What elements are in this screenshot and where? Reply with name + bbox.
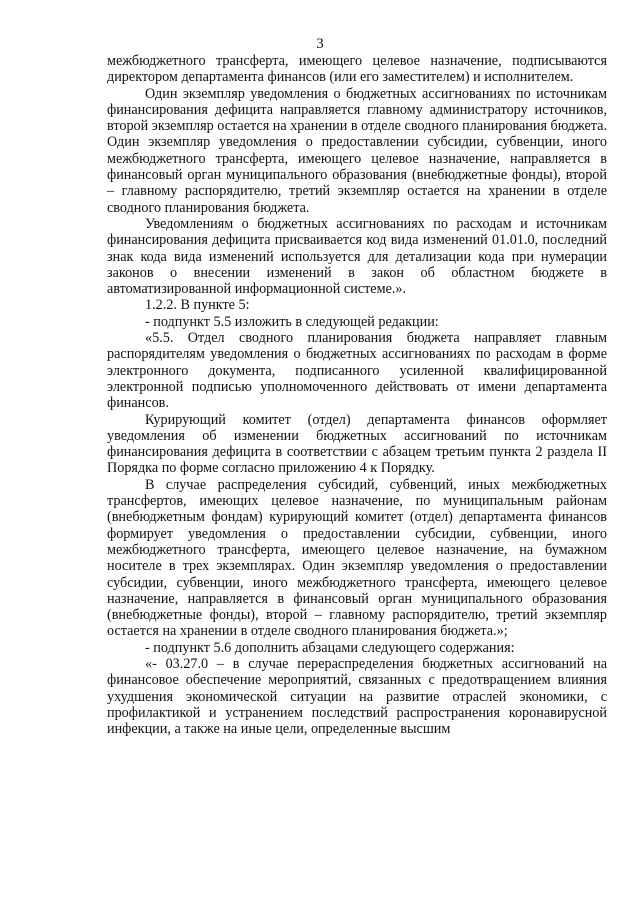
paragraph-9: - подпункт 5.6 дополнить абзацами следующего содержания: (145, 639, 515, 656)
paragraph-10: «- 03.27.0 – в случае перераспределения бюджетных ассигнований на финансовое обеспечение мероприятий, связанных с предотвращением влияния ухудшения экономической ситуации на развитие отраслей экономики, с профилактикой и устранением последствий распространения коронавирусной инфекции, а также на иные цели, определенные высшим (107, 655, 607, 738)
page-number: 3 (316, 36, 324, 52)
paragraph-7: Курирующий комитет (отдел) департамента финансов оформляет уведомления об изменении бюджетных ассигнований по источникам финансирования дефицита в соответствии с абзацем третьим пункта 2 раздела II Порядка по форме согласно приложению 4 к Порядку. (107, 411, 607, 477)
paragraph-5: - подпункт 5.5 изложить в следующей редакции: (145, 313, 439, 330)
paragraph-4: 1.2.2. В пункте 5: (145, 297, 250, 314)
document-body (107, 53, 607, 737)
paragraph-2: Один экземпляр уведомления о бюджетных ассигнованиях по источникам финансирования дефицита направляется главному администратору источников, второй экземпляр остается на хранении в отделе сводного планирования бюджета. Один экземпляр уведомления о предоставлении субсидии, субвенции, иного межбюджетного трансферта, имеющего целевое назначение, направляется в финансовый орган муниципального образования (внебюджетные фонды), второй – главному распорядителю, третий экземпляр остается на хранении в отделе сводного планирования бюджета. (107, 85, 607, 216)
paragraph-6: «5.5. Отдел сводного планирования бюджета направляет главным распорядителям уведомления о бюджетных ассигнованиях по расходам в форме электронного документа, подписанного усиленной квалифицированной электронной подписью уполномоченного действовать от имени департамента финансов. (107, 330, 607, 412)
paragraph-3: Уведомлениям о бюджетных ассигнованиях по расходам и источникам финансирования дефицита присваивается код вида изменений 01.01.0, последний знак кода вида изменений используется для детализации кода при нумерации законов о внесении изменений в закон об областном бюджете в автоматизированной информационной системе.». (107, 215, 607, 298)
paragraph-1: межбюджетного трансферта, имеющего целевое назначение, подписываются директором департамента финансов (или его заместителем) и исполнителем. (107, 53, 607, 86)
paragraph-8: В случае распределения субсидий, субвенций, иных межбюджетных трансфертов, имеющих целевое назначение, по муниципальным районам (внебюджетным фондам) курирующий комитет (отдел) департамента финансов формирует уведомления о предоставлении субсидии, субвенции, иного межбюджетного трансферта, имеющего целевое назначение, на бумажном носителе в трех экземплярах. Один экземпляр уведомления о предоставлении субсидии, субвенции, иного межбюджетного трансферта, имеющего целевое назначение, направляется в финансовый орган муниципального образования (внебюджетные фонды), второй – главному распорядителю, третий экземпляр остается на хранении в отделе сводного планирования бюджета.»; (107, 476, 607, 640)
